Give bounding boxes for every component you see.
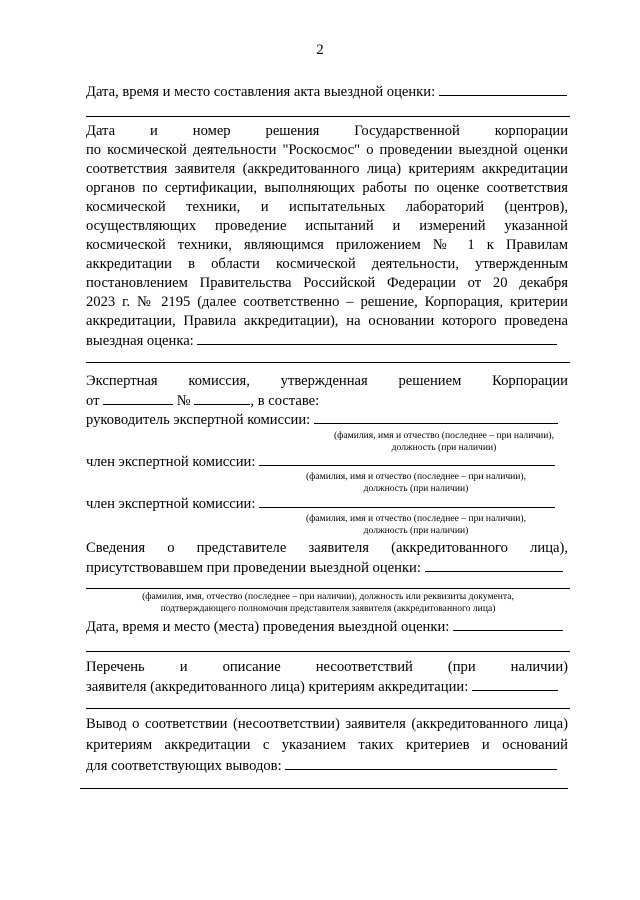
member1-caption-2: должность (при наличии) (363, 483, 469, 494)
head-label: руководитель экспертной комиссии: (86, 412, 311, 428)
decision-last-label: выездная оценка: (86, 333, 194, 349)
commission-date-blank[interactable] (103, 391, 173, 405)
commission-date-line (86, 391, 568, 411)
decision-text-line: соответствия заявителя (аккредитованного лица) критериям аккредитации (86, 161, 568, 177)
representative-caption-2: подтверждающего полномочия представителя заявителя (аккредитованного лица) (160, 603, 496, 614)
divider (86, 362, 570, 363)
member1-caption-1: (фамилия, имя и отчество (последнее – при наличии), (305, 471, 527, 482)
member1-label: член экспертной комиссии: (86, 454, 256, 470)
page-number: 2 (316, 42, 324, 58)
member2-caption-2: должность (при наличии) (363, 525, 469, 536)
representative-line: Сведения о представителе заявителя (аккредитованного лица), (86, 540, 568, 556)
representative-caption-1: (фамилия, имя, отчество (последнее – при наличии), должность или реквизиты документа, (142, 591, 514, 602)
decision-text-line: космической техники, являющимся приложением № 1 к Правилам (86, 237, 568, 253)
representative-rule (86, 588, 570, 589)
act-date-label: Дата, время и место составления акта выездной оценки: (86, 84, 436, 100)
member2-line (86, 494, 568, 514)
nonconformity-line-2 (86, 677, 568, 697)
sostav-label: , в составе: (250, 393, 320, 409)
head-caption-1: (фамилия, имя и отчество (последнее – при наличии), (333, 430, 555, 441)
representative-label: присутствовавшем при проведении выездной оценки: (86, 560, 421, 576)
commission-number-blank[interactable] (194, 391, 250, 405)
nonconformity-line: Перечень и описание несоответствий (при наличии) (86, 659, 568, 675)
member2-caption-1: (фамилия, имя и отчество (последнее – при наличии), (305, 513, 527, 524)
divider (86, 708, 570, 709)
member2-label: член экспертной комиссии: (86, 496, 256, 512)
representative-line-2 (86, 558, 568, 578)
member1-line (86, 452, 568, 472)
ot-label: от (86, 393, 100, 409)
conclusion-line: критериям аккредитации с указанием таких критериев и оснований (86, 737, 568, 753)
conclusion-line: Вывод о соответствии (несоответствии) заявителя (аккредитованного лица) (86, 716, 568, 732)
act-date-blank[interactable] (439, 82, 567, 96)
divider (80, 788, 568, 789)
commission-line: Экспертная комиссия, утвержденная решением Корпорации (86, 373, 568, 389)
act-date-line (86, 82, 568, 102)
member1-blank[interactable] (259, 452, 555, 466)
decision-text-line: осуществляющих проведение испытаний и измерений указанной (86, 218, 568, 234)
evaluation-date-line (86, 617, 568, 637)
conclusion-blank[interactable] (285, 756, 557, 770)
number-label: № (176, 393, 191, 409)
decision-text-line: аккредитации в области космической деятельности, утвержденным (86, 256, 568, 272)
nonconformity-label: заявителя (аккредитованного лица) критериям аккредитации: (86, 679, 469, 695)
conclusion-line-3 (86, 756, 568, 776)
decision-last-line (86, 331, 568, 351)
representative-blank[interactable] (425, 558, 563, 572)
head-blank[interactable] (314, 410, 558, 424)
nonconformity-blank[interactable] (472, 677, 558, 691)
divider (86, 651, 570, 652)
decision-text-line: аккредитации, Правила аккредитации), на основании которого проведена (86, 313, 568, 329)
evaluation-date-label: Дата, время и место (места) проведения выездной оценки: (86, 619, 450, 635)
commission-head-line (86, 410, 568, 430)
decision-text-line: 2023 г. № 2195 (далее соответственно – решение, Корпорация, критерии (86, 294, 568, 310)
decision-text-line: Дата и номер решения Государственной корпорации (86, 123, 568, 139)
decision-text-line: органов по сертификации, выполняющих работы по оценке соответствия (86, 180, 568, 196)
conclusion-label: для соответствующих выводов: (86, 758, 282, 774)
decision-text-line: постановлением Правительства Российской Федерации от 20 декабря (86, 275, 568, 291)
divider (86, 116, 570, 117)
head-caption-2: должность (при наличии) (391, 442, 497, 453)
member2-blank[interactable] (259, 494, 555, 508)
decision-text-line: по космической деятельности "Роскосмос" о проведении выездной оценки (86, 142, 568, 158)
evaluation-date-blank[interactable] (453, 617, 563, 631)
decision-blank[interactable] (197, 331, 557, 345)
decision-text-line: космической техники, и испытательных лабораторий (центров), (86, 199, 568, 215)
